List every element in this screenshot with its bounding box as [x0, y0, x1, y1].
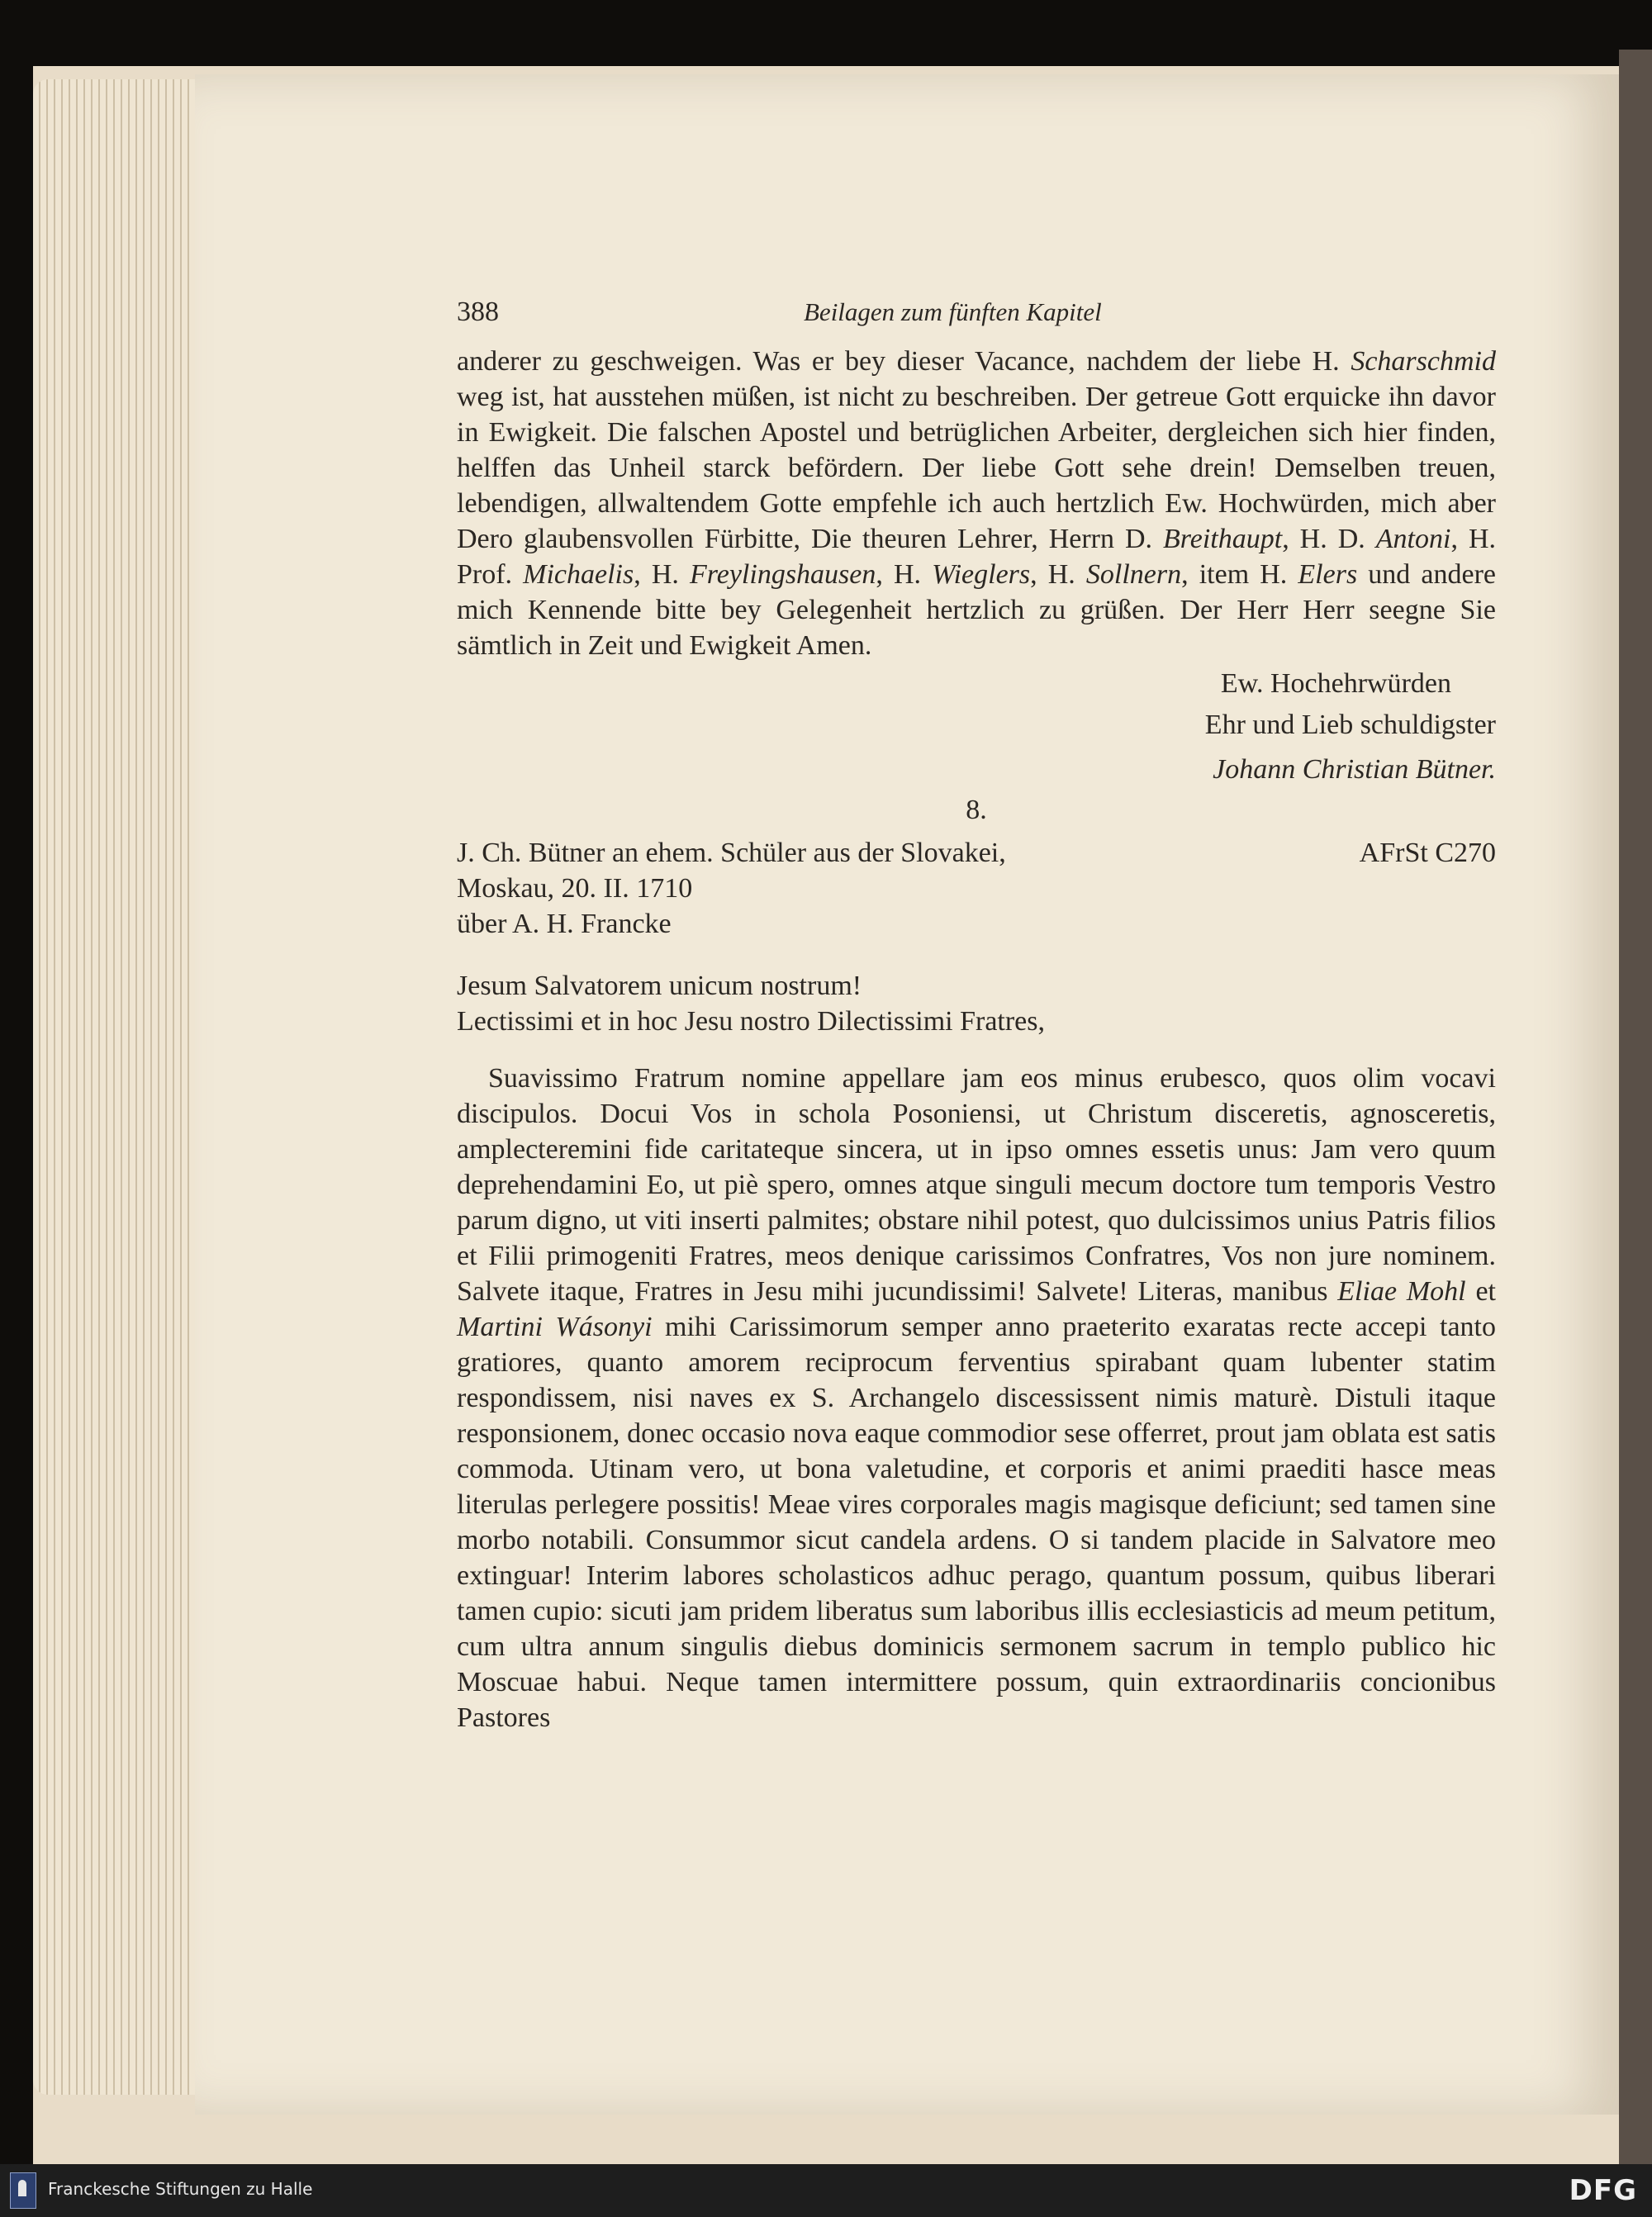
running-title: Beilagen zum fünften Kapitel [804, 297, 1102, 326]
letter-8-sender-recipient: J. Ch. Bütner an ehem. Schüler aus der Slovakei, [457, 838, 1006, 868]
page-text [457, 294, 1496, 1735]
running-head [457, 294, 1496, 335]
viewer-footer [0, 2164, 1652, 2217]
letter-8-header [457, 835, 1496, 871]
closing-line-1: Ew. Hochehrwürden [1220, 668, 1451, 699]
letter-7-ending: anderer zu geschweigen. Was er bey dieser Vacance, nachdem der liebe H. Scharschmid weg ist, hat ausstehen müßen, ist nicht zu beschreiben. Der getreue Gott erquicke ihn davor in Ewigkeit. Die falschen Apostel und betrüglichen Arbeiter, dergleichen sich hier finden, helffen das Unheil starck befördern. Der liebe Gott sehe drein! Demselben treuen, lebendigen, allwaltendem Gotte empfehle ich auch hertzlich Ew. Hochwürden, mich aber Dero glaubensvollen Fürbitte, Die theuren Lehrer, Herrn D. Breithaupt, H. D. Antoni, H. Prof. Michaelis, H. Freylingshausen, H. Wieglers, H. Sollnern, item H. Elers und andere mich Kennende bitte bey Gelegenheit hertzlich zu grüßen. Der Herr Herr seegne Sie sämtlich in Zeit und Ewigkeit Amen. [457, 346, 1496, 661]
archive-signature: AFrSt C270 [1359, 838, 1496, 868]
document-number: 8. [966, 795, 987, 825]
salutation-2: Lectissimi et in hoc Jesu nostro Dilectissimi Fratres, [457, 1006, 1046, 1037]
institution-name: Franckesche Stiftungen zu Halle [48, 2179, 313, 2199]
place-date: Moskau, 20. II. 1710 [457, 873, 693, 904]
page-number: 388 [457, 297, 499, 327]
letter-closing [457, 663, 1496, 790]
closing-line-2: Ehr und Lieb schuldigster [1204, 710, 1496, 740]
signature: Johann Christian Bütner. [1213, 754, 1496, 785]
institution-logo-icon [10, 2172, 36, 2209]
facing-page-edge [1619, 50, 1652, 2164]
transmission-via: über A. H. Francke [457, 909, 672, 939]
dfg-logo: DFG [1569, 2174, 1637, 2207]
page-edges [33, 79, 198, 2095]
salutation-1: Jesum Salvatorem unicum nostrum! [457, 971, 862, 1001]
letter-8-body: Suavissimo Fratrum nomine appellare jam eos minus erubesco, quos olim vocavi discipulos. Docui Vos in schola Posoniensi, ut Christum disceretis, agnosceretis, amplecteremini fide caritateque sincera, ut in ipso omnes essetis unus: Jam vero quum deprehendamini Eo, ut piè spero, omnes atque singuli mecum doctore tum temporis Vestro parum digno, ut viti inserti palmites; obstare nihil potest, quo dulcissimos unius Patris filios et Filii primogeniti Fratres, meos denique carissimos Confratres, Vos non jure nominem. Salvete itaque, Fratres in Jesu mihi jucundissimi! Salvete! Literas, manibus Eliae Mohl et Martini Wásonyi mihi Carissimorum semper anno praeterito exaratas recte accepi tanto gratiores, quanto amorem reciprocum ferventius spirabant quam lubenter statim respondissem, nisi naves ex S. Archangelo discessissent nimis maturè. Distuli itaque responsionem, donec occasio nova eaque commodior sese offerret, prout jam oblata est satis commoda. Utinam vero, ut bona valetudine, et corporis et animi praediti hasce meas literulas perlegere possitis! Meae vires corporales magis magisque deficiunt; sed tamen sine morbo notabili. Consummor sicut candela ardens. O si tandem placide in Salvatore meo extinguar! Interim labores scholasticos adhuc perago, quantum possum, quibus liberari tamen cupio: sicuti jam pridem liberatus sum laboribus illis ecclesiasticis ad meum petitum, cum ultra annum singulis diebus dominicis sermonem sacrum in templo publico hic Moscuae habui. Neque tamen intermittere possum, quin extraordinariis concionibus Pastores [457, 1063, 1497, 1733]
